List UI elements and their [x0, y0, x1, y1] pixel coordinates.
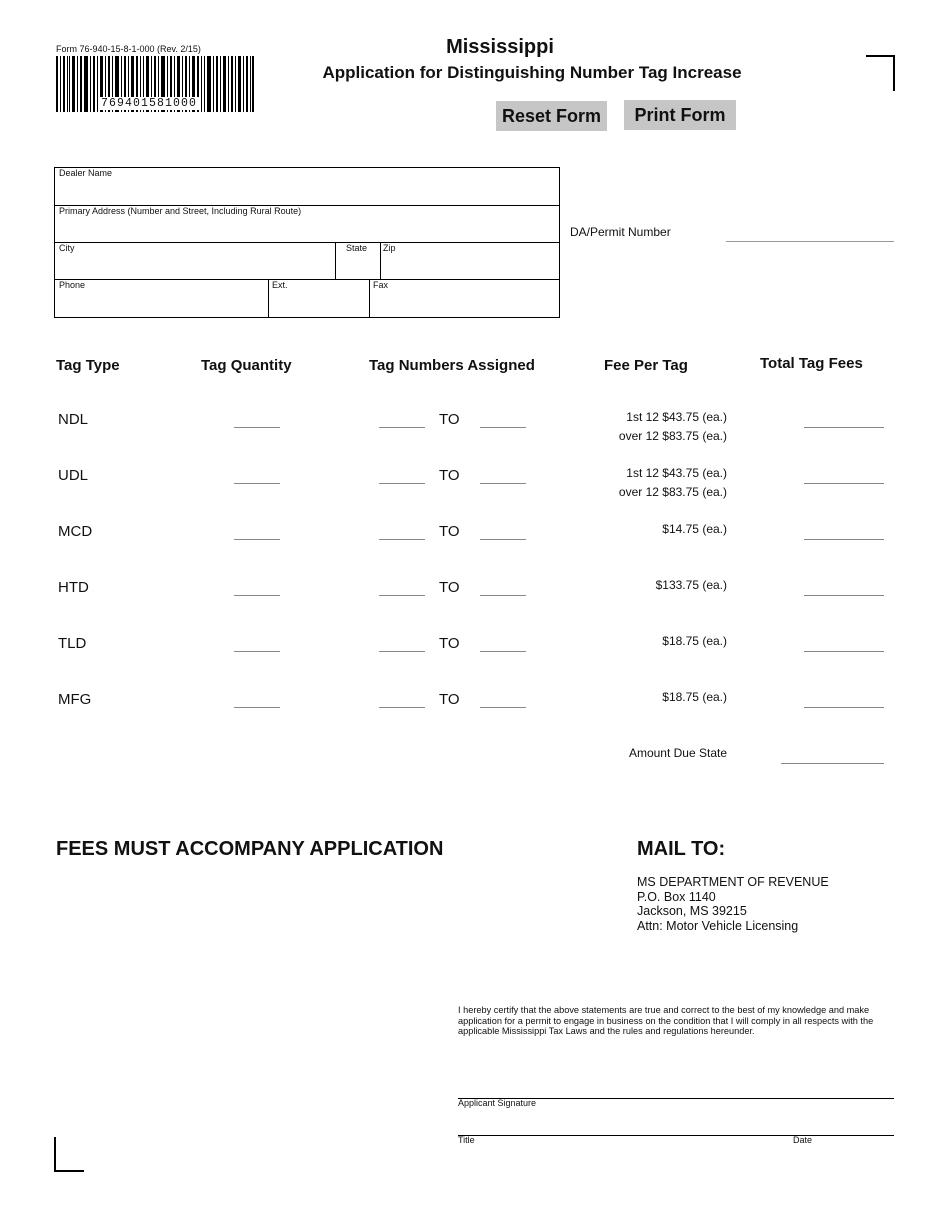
- mail-to-heading: MAIL TO:: [637, 838, 726, 860]
- address-line: MS DEPARTMENT OF REVENUE: [637, 875, 829, 889]
- tag-from-field-udl[interactable]: [379, 483, 425, 484]
- zip-label: Zip: [383, 243, 396, 253]
- total-fee-field-mcd[interactable]: [804, 539, 884, 540]
- tag-type-htd: HTD: [58, 579, 89, 596]
- to-label: TO: [439, 523, 460, 540]
- total-fee-field-tld[interactable]: [804, 651, 884, 652]
- total-fee-field-udl[interactable]: [804, 483, 884, 484]
- tag-type-tld: TLD: [58, 635, 87, 652]
- state-title: Mississippi: [446, 36, 554, 58]
- address-line: Attn: Motor Vehicle Licensing: [637, 919, 799, 934]
- tag-to-field-ndl[interactable]: [480, 427, 526, 428]
- tag-from-field-htd[interactable]: [379, 595, 425, 596]
- state-field[interactable]: [336, 243, 380, 279]
- tag-to-field-mfg[interactable]: [480, 707, 526, 708]
- tag-to-field-htd[interactable]: [480, 595, 526, 596]
- amount-due-field[interactable]: [781, 763, 884, 764]
- reset-form-button[interactable]: Reset Form: [496, 101, 607, 131]
- ext-label: Ext.: [272, 280, 288, 290]
- zip-field[interactable]: [381, 243, 559, 279]
- header-tag-type: Tag Type: [56, 357, 120, 374]
- total-fee-field-htd[interactable]: [804, 595, 884, 596]
- permit-number-field[interactable]: [726, 241, 894, 242]
- form-number: Form 76-940-15-8-1-000 (Rev. 2/15): [56, 44, 201, 54]
- dealer-name-label: Dealer Name: [59, 168, 113, 178]
- tag-from-field-ndl[interactable]: [379, 427, 425, 428]
- total-fee-field-mfg[interactable]: [804, 707, 884, 708]
- tag-to-field-tld[interactable]: [480, 651, 526, 652]
- title-label: Title: [458, 1135, 475, 1145]
- tag-type-mfg: MFG: [58, 691, 92, 708]
- phone-label: Phone: [59, 280, 86, 290]
- dealer-name-field[interactable]: [55, 168, 559, 205]
- mailing-address: [637, 875, 829, 934]
- address-label: Primary Address (Number and Street, Including Rural Route): [59, 206, 302, 216]
- to-label: TO: [439, 691, 460, 708]
- header-tag-quantity: Tag Quantity: [201, 357, 292, 374]
- quantity-field-mfg[interactable]: [234, 707, 280, 708]
- dealer-info-box: [54, 167, 560, 318]
- applicant-signature-label: Applicant Signature: [458, 1098, 537, 1108]
- address-field[interactable]: [55, 206, 559, 242]
- date-label: Date: [793, 1135, 813, 1145]
- city-field[interactable]: [55, 243, 335, 279]
- barcode-number: 769401581000: [101, 97, 198, 110]
- fee-line: over 12 $83.75 (ea.): [618, 485, 727, 499]
- address-line: Jackson, MS 39215: [637, 904, 747, 919]
- title-date-field[interactable]: [458, 1135, 894, 1136]
- fees-notice: FEES MUST ACCOMPANY APPLICATION: [56, 838, 444, 860]
- amount-due-label: Amount Due State: [628, 746, 727, 760]
- state-label: State: [346, 243, 368, 253]
- fee-tld: $18.75 (ea.): [662, 634, 727, 648]
- fax-field[interactable]: [370, 280, 559, 317]
- header-tag-numbers: Tag Numbers Assigned: [369, 357, 535, 374]
- fee-mcd: $14.75 (ea.): [662, 522, 727, 536]
- fee-line: 1st 12 $43.75 (ea.): [626, 410, 727, 424]
- certification-text: I hereby certify that the above statements are true and correct to the best of my knowledge and make application for a permit to engage in business on the condition that I will comply in all respects with the applicable Mississippi Tax Laws and the rules and regulations hereunder.: [458, 1005, 874, 1036]
- fee-udl: [619, 464, 727, 502]
- tag-type-udl: UDL: [58, 467, 89, 484]
- total-fee-field-ndl[interactable]: [804, 427, 884, 428]
- fee-mfg: $18.75 (ea.): [662, 690, 727, 704]
- tag-to-field-mcd[interactable]: [480, 539, 526, 540]
- tag-from-field-mfg[interactable]: [379, 707, 425, 708]
- quantity-field-mcd[interactable]: [234, 539, 280, 540]
- form-title: Application for Distinguishing Number Tag Increase: [322, 63, 742, 82]
- quantity-field-htd[interactable]: [234, 595, 280, 596]
- ext-field[interactable]: [269, 280, 369, 317]
- header-fee-per-tag: Fee Per Tag: [604, 357, 688, 374]
- fee-htd: $133.75 (ea.): [655, 578, 727, 592]
- phone-field[interactable]: [55, 280, 268, 317]
- tag-from-field-mcd[interactable]: [379, 539, 425, 540]
- fax-label: Fax: [373, 280, 389, 290]
- tag-type-mcd: MCD: [58, 523, 93, 540]
- tag-type-ndl: NDL: [58, 411, 89, 428]
- quantity-field-tld[interactable]: [234, 651, 280, 652]
- print-form-button[interactable]: Print Form: [624, 100, 736, 130]
- tag-from-field-tld[interactable]: [379, 651, 425, 652]
- header-total-tag-fees: Total Tag Fees: [760, 355, 863, 372]
- corner-mark-top-right: [866, 55, 895, 91]
- to-label: TO: [439, 467, 460, 484]
- quantity-field-udl[interactable]: [234, 483, 280, 484]
- address-line: P.O. Box 1140: [637, 889, 716, 904]
- city-label: City: [59, 243, 75, 253]
- to-label: TO: [439, 579, 460, 596]
- quantity-field-ndl[interactable]: [234, 427, 280, 428]
- permit-number-label: DA/Permit Number: [570, 225, 671, 239]
- tag-to-field-udl[interactable]: [480, 483, 526, 484]
- corner-mark-bottom-left: [54, 1137, 84, 1172]
- to-label: TO: [439, 635, 460, 652]
- to-label: TO: [439, 411, 460, 428]
- fee-ndl: [619, 408, 727, 446]
- fee-line: over 12 $83.75 (ea.): [618, 429, 727, 443]
- fee-line: 1st 12 $43.75 (ea.): [626, 466, 727, 480]
